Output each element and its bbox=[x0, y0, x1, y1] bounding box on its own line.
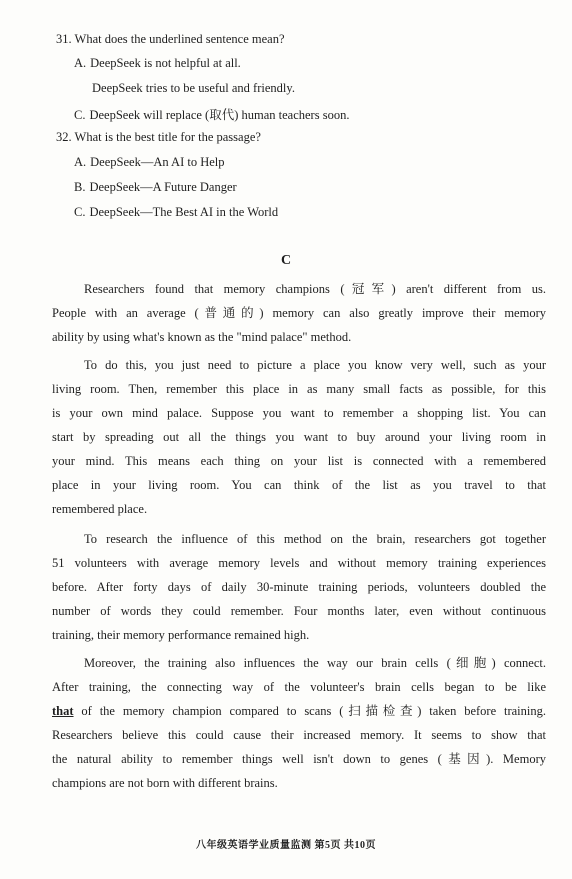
paragraph-line: your mind. This means each thing on your list is connected with a remembered bbox=[52, 454, 546, 468]
paragraph-line: ability by using what's known as the "mind palace" method. bbox=[52, 330, 352, 344]
question-32-stem: 32. What is the best title for the passage? bbox=[56, 130, 261, 144]
question-32-option-b[interactable] bbox=[74, 180, 237, 195]
paragraph-line: Researchers found that memory champions (冠军) aren't different from us. bbox=[84, 282, 546, 296]
paragraph-line: Moreover, the training also influences the way our brain cells (细胞) connect. bbox=[84, 656, 546, 670]
paragraph-line: Researchers believe this could cause their increased memory. It seems to show that bbox=[52, 728, 546, 742]
option-text: DeepSeek—The Best AI in the World bbox=[89, 205, 279, 219]
question-31-option-c[interactable] bbox=[74, 105, 349, 123]
option-text: DeepSeek—A Future Danger bbox=[89, 180, 237, 194]
paragraph-line: training, their memory performance remained high. bbox=[52, 628, 310, 642]
option-text: DeepSeek tries to be useful and friendly. bbox=[92, 81, 295, 95]
paragraph-line: champions are not born with different brains. bbox=[52, 776, 278, 790]
option-letter: A. bbox=[74, 56, 87, 70]
question-31-option-b[interactable] bbox=[92, 81, 295, 96]
question-32-option-a[interactable] bbox=[74, 155, 225, 170]
paragraph-line: living room. Then, remember this place in as many small facts as possible, for this bbox=[52, 382, 546, 396]
line-rest: of the memory champion compared to scans (扫描检查) taken before training. bbox=[73, 704, 546, 718]
paragraph-line: After training, the connecting way of the volunteer's brain cells began to be like bbox=[52, 680, 546, 694]
question-31-stem: 31. What does the underlined sentence mean? bbox=[56, 32, 285, 46]
paragraph-line: People with an average (普通的) memory can also greatly improve their memory bbox=[52, 306, 546, 320]
option-letter: C. bbox=[74, 108, 86, 122]
question-31-option-a[interactable] bbox=[74, 56, 241, 71]
paragraph-line: To do this, you just need to picture a place you know very well, such as your bbox=[84, 358, 546, 372]
paragraph-line bbox=[52, 700, 546, 722]
option-letter: A. bbox=[74, 155, 87, 169]
paragraph-line: place in your living room. You can think of the list as you travel to that bbox=[52, 478, 546, 492]
paragraph-line: before. After forty days of daily 30-minute training periods, volunteers doubled the bbox=[52, 580, 546, 594]
question-32-option-c[interactable] bbox=[74, 205, 278, 220]
option-text: DeepSeek—An AI to Help bbox=[90, 155, 225, 169]
paragraph-line: remembered place. bbox=[52, 502, 148, 516]
paragraph-line: is your own mind palace. Suppose you want to remember a shopping list. You can bbox=[52, 406, 546, 420]
option-letter: C. bbox=[74, 205, 86, 219]
section-heading: C bbox=[280, 253, 292, 268]
option-text: DeepSeek will replace (取代) human teachers soon. bbox=[89, 108, 350, 122]
paragraph-line: To research the influence of this method on the brain, researchers got together bbox=[84, 532, 546, 546]
paragraph-line: 51 volunteers with average memory levels and without memory training experiences bbox=[52, 556, 546, 570]
option-letter: B. bbox=[74, 180, 86, 194]
paragraph-line: start by spreading out all the things you want to buy around your living room in bbox=[52, 430, 546, 444]
option-text: DeepSeek is not helpful at all. bbox=[90, 56, 241, 70]
paragraph-line: number of words they could remember. Four months later, even without continuous bbox=[52, 604, 546, 618]
underlined-word: that bbox=[52, 704, 74, 718]
paragraph-line: the natural ability to remember things well isn't down to genes (基因). Memory bbox=[52, 752, 546, 766]
page-footer: 八年级英语学业质量监测 第5页 共10页 bbox=[196, 840, 376, 851]
